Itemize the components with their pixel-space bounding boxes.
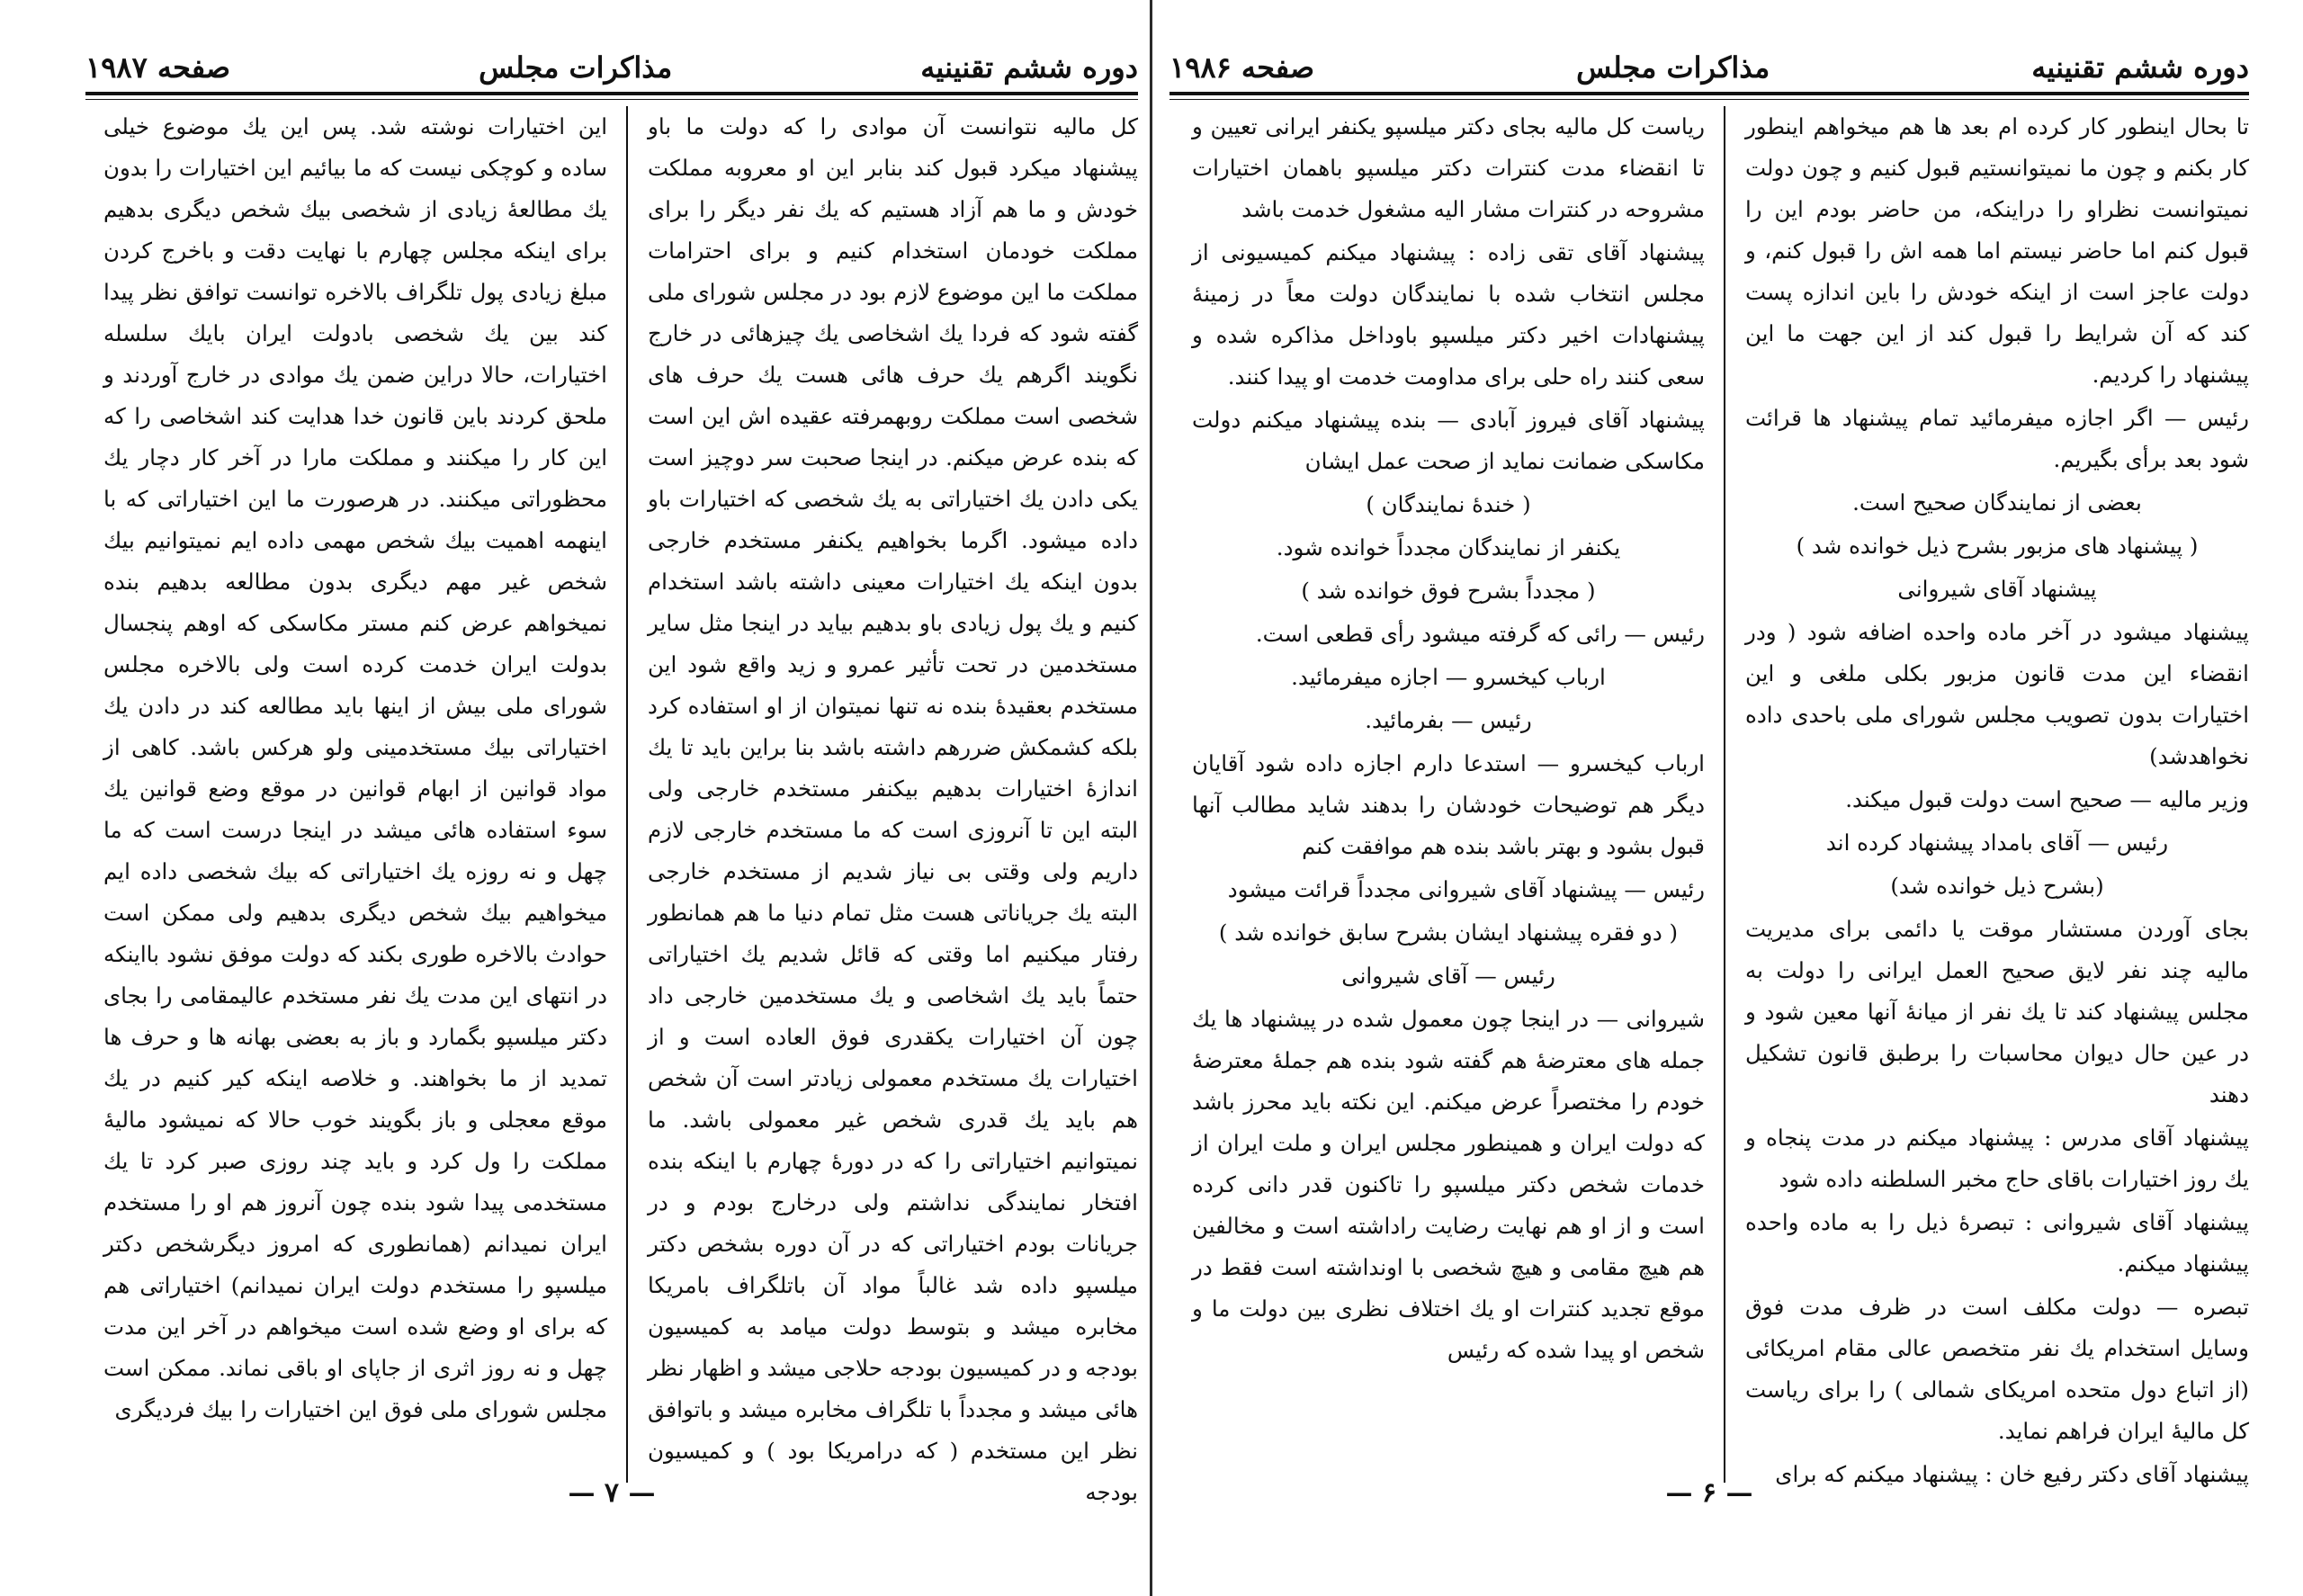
paragraph: رئیس — بفرمائید. <box>1365 707 1532 733</box>
right-page-title: مذاکرات مجلس <box>1576 50 1770 85</box>
paragraph: پیشنهاد آقای شیروانی : تبصرهٔ ذیل را به ماده واحده پیشنهاد میکنم. <box>1745 1209 2249 1277</box>
right-page <box>1169 0 2249 1596</box>
paragraph: پیشنهاد آقای دکتر رفیع خان : پیشنهاد میکنم که برای <box>1775 1461 2249 1487</box>
paragraph: رئیس — آقای شیروانی <box>1341 963 1555 989</box>
column-divider <box>626 106 628 1483</box>
right-page-right-column <box>1745 106 2249 1487</box>
left-page-session: دوره ششم تقنینیه <box>920 50 1138 85</box>
book-gutter <box>1150 0 1152 1596</box>
right-page-left-column <box>1192 106 1705 1474</box>
paragraph: ( مجدداً بشرح فوق خوانده شد ) <box>1301 578 1596 604</box>
paragraph: رئیس — اگر اجازه میفرمائید تمام پیشنهاد ها قرائت شود بعد برأی بگیریم. <box>1745 405 2249 472</box>
right-page-header <box>1169 47 2249 88</box>
header-rule <box>85 92 1138 95</box>
paragraph: تبصره — دولت مکلف است در ظرف مدت فوق وسایل استخدام یك نفر متخصص عالی مقام امریکائی (از اتباع دول متحده امریکای شمالی ) را برای ریاست کل مالیهٔ ایران فراهم نماید. <box>1745 1294 2249 1444</box>
paragraph: تا بحال اینطور کار کرده ام بعد ها هم میخواهم اینطور کار بکنم و چون ما نمیتوانستیم قبول کنیم و چون دولت نمیتوانست نظراو را دراینکه، من حاضر بودم این را قبول کنم اما حاضر نیستم اما همه اش را قبول کنم، و دولت عاجز است از اینکه خودش را باین اندازه پست کند که آن شرایط را قبول کند از این جهت ما این پیشنهاد را کردیم. <box>1745 113 2249 388</box>
right-page-session: دوره ششم تقنینیه <box>2031 50 2249 85</box>
left-page-right-column <box>648 106 1138 1505</box>
paragraph: ریاست کل مالیه بجای دکتر میلسپو یکنفر ایرانی تعیین و تا انقضاء مدت کنترات دکتر میلسپو باهمان اختیارات مشروحه در کنترات مشار الیه مشغول خدمت باشد <box>1192 113 1705 222</box>
header-rule-thin <box>85 99 1138 100</box>
paragraph: وزیر مالیه — صحیح است دولت قبول میکند. <box>1845 786 2249 812</box>
left-page-number: صفحه ۱۹۸۷ <box>85 50 231 85</box>
right-page-number: صفحه ۱۹۸۶ <box>1169 50 1315 85</box>
header-rule <box>1169 92 2249 95</box>
column-divider <box>1724 106 1725 1483</box>
paragraph: بعضی از نمایندگان صحیح است. <box>1852 489 2142 516</box>
paragraph: ارباب کیخسرو — اجازه میفرمائید. <box>1291 664 1606 690</box>
paragraph: کل مالیه نتوانست آن موادی را که دولت ما باو پیشنهاد میکرد قبول کند بنابر این او معروبه مملکت خودش و ما هم آزاد هستیم که یك نفر دیگر را برای مملکت خودمان استخدام کنیم و برای احترامات مملکت ما این موضوع لازم بود در مجلس شورای ملی گفته شود که فردا یك اشخاصی یك چیزهائی در خارج نگویند اگرهم یك حرف هائی هست یك حرف های شخصی است مملکت روبهمرفته عقیده اش این است که بنده عرض میکنم. در اینجا صحبت سر دوچیز است یکی دادن یك اختیاراتی به یك شخصی که اختیارات باو داده میشود. اگرما بخواهیم یکنفر مستخدم خارجی بدون اینکه یك اختیارات معینی داشته باشد استخدام کنیم و یك پول زیادی باو بدهیم بیاید در اینجا مثل سایر مستخدمین در تحت تأثیر عمرو و زید واقع شود این مستخدم بعقیدهٔ بنده نه تنها نمیتوان از او استفاده کرد بلکه کشمکش ضررهم داشته باشد بنا براین باید تا یك اندازهٔ اختیارات بدهیم بیکنفر مستخدم خارجی ولی البته این تا آنروزی است که ما مستخدم خارجی لازم داریم ولی وقتی بی نیاز شدیم از مستخدم خارجی البته یك جریاناتی هست مثل تمام دنیا ما هم همانطور رفتار میکنیم اما وقتی که قائل شدیم یك اختیاراتی حتماً باید یك اشخاصی و یك مستخدمین خارجی داد چون آن اختیارات یکقدری فوق العاده است و از اختیارات یك مستخدم معمولی زیادتر است آن شخص هم باید یك قدری شخص غیر معمولی باشد. ما نمیتوانیم اختیاراتی را که در دورهٔ چهارم با اینکه بنده افتخار نمایندگی نداشتم ولی درخارج بودم و در جریانات بودم اختیاراتی که در آن دوره بشخص دکتر میلسپو داده شد غالباً مواد آن باتلگراف بامریکا مخابره میشد و بتوسط دولت میامد به کمیسیون بودجه و در کمیسیون بودجه حلاجی میشد و اظهار نظر هائی میشد و مجدداً با تلگراف مخابره میشد و باتوافق نظر این مستخدم ( که درامریکا بود ) و کمیسیون بودجه <box>648 113 1138 1505</box>
paragraph: این اختیارات نوشته شد. پس این یك موضوع خیلی ساده و کوچکی نیست که ما بیائیم این اختیارات را بدون یك مطالعهٔ زیادی از شخصی بیك شخص دیگری بدهیم برای اینکه مجلس چهارم با نهایت دقت و باخرج کردن مبلغ زیادی پول تلگراف بالاخره توانست توافق نظر پیدا کند بین یك شخصی بادولت ایران بایك سلسله اختیارات، حالا دراین ضمن یك موادی در خارج آوردند و ملحق کردند باین قانون خدا هدایت کند اشخاصی را که این کار را میکنند و مملکت مارا در آخر کار دچار یك محظوراتی میکنند. در هرصورت ما این اختیاراتی که با اینهمه اهمیت بیك شخص مهمی داده ایم نمیتوانیم بیك شخص غیر مهم دیگری بدون مطالعه بدهیم بنده نمیخواهم عرض کنم مستر مکاسکی که اوهم پنجسال بدولت ایران خدمت کرده است ولی بالاخره مجلس شورای ملی بیش از اینها باید مطالعه کند در دادن یك اختیاراتی بیك مستخدمینی ولو هرکس باشد. کاهی از مواد قوانین از ابهام قوانین در موقع وضع قوانین یك سوء استفاده هائی میشد در اینجا درست است که ما چهل و نه روزه یك اختیاراتی که بیك شخصی داده ایم میخواهیم بیك شخص دیگری بدهیم ولی ممکن است حوادث بالاخره طوری بکند که دولت موفق نشود بااینکه در انتهای این مدت یك نفر مستخدم عالیمقامی را بجای دکتر میلسپو بگمارد و باز به بعضی بهانه ها و حرف ها تمدید از ما بخواهند. و خلاصه اینکه کیر کنیم در یك موقع معجلی و باز بگویند خوب حالا که نمیشود مالیهٔ مملکت را ول کرد و باید چند روزی صبر کرد تا یك مستخدمی پیدا شود بنده چون آنروز هم او را مستخدم ایران نمیدانم (همانطوری که امروز دیگرشخص دکتر میلسپو را مستخدم دولت ایران نمیدانم) اختیاراتی هم که برای او وضع شده است میخواهم در آخر این مدت چهل و نه روز اثری از جاپای او باقی نماند. ممکن است مجلس شورای ملی فوق این اختیارات را بیك فردیگری <box>103 113 608 1422</box>
paragraph: یکنفر از نمایندگان مجدداً خوانده شود. <box>1276 534 1621 560</box>
paragraph: ( خندهٔ نمایندگان ) <box>1366 491 1531 517</box>
left-page-left-column <box>103 106 607 1474</box>
paragraph: پیشنهاد میشود در آخر ماده واحده اضافه شود ( ودر انقضاء این مدت قانون مزبور بکلی ملغی و این اختیارات بدون تصویب مجلس شورای ملی باحدی داده نخواهدشد) <box>1745 619 2249 769</box>
paragraph: بجای آوردن مستشار موقت یا دائمی برای مدیریت مالیه چند نفر لایق صحیح العمل ایرانی را دولت به مجلس پیشنهاد کند تا یك نفر از میانهٔ آنها معین شود و در عین حال دیوان محاسبات را برطبق قانون تشکیل دهند <box>1745 916 2249 1107</box>
paragraph: ( پیشنهاد های مزبور بشرح ذیل خوانده شد ) <box>1796 533 2199 559</box>
paragraph: رئیس — رائی که گرفته میشود رأی قطعی است. <box>1255 621 1705 647</box>
paragraph: پیشنهاد آقای مدرس : پیشنهاد میکنم در مدت پنجاه و یك روز اختیارات باقای حاج مخبر السلطنه داده شود <box>1745 1125 2249 1192</box>
paragraph: رئیس — پیشنهاد آقای شیروانی مجدداً قرائت میشود <box>1227 876 1705 902</box>
paragraph: پیشنهاد آقای تقی زاده : پیشنهاد میکنم کمیسیونی از مجلس انتخاب شده با نمایندگان دولت معاً در زمینهٔ پیشنهادات اخیر دکتر میلسپو باوداخل مذاکره شده و سعی کنند راه حلی برای مداومت خدمت او پیدا کنند. <box>1192 239 1705 390</box>
paragraph: ( دو فقره پیشنهاد ایشان بشرح سابق خوانده شد ) <box>1218 919 1679 946</box>
paragraph: پیشنهاد آقای فیروز آبادی — بنده پیشنهاد میکنم دولت مکاسکی ضمانت نماید از صحت عمل ایشان <box>1192 407 1705 474</box>
left-page <box>85 0 1138 1596</box>
header-rule-thin <box>1169 99 2249 100</box>
left-page-title: مذاکرات مجلس <box>479 50 673 85</box>
left-page-footer: — ۷ — <box>568 1477 656 1509</box>
right-page-footer: — ۶ — <box>1665 1477 1753 1509</box>
left-page-header <box>85 47 1138 88</box>
paragraph: رئیس — آقای بامداد پیشنهاد کرده اند <box>1825 829 2169 856</box>
paragraph: پیشنهاد آقای شیروانی <box>1897 576 2097 602</box>
paragraph: (بشرح ذیل خوانده شد) <box>1890 873 2104 899</box>
paragraph: شیروانی — در اینجا چون معمول شده در پیشنهاد ها یك جمله های معترضهٔ هم گفته شود بنده هم جملهٔ معترضهٔ خودم را مختصراً عرض میکنم. این نکته باید محرز باشد که دولت ایران و همینطور مجلس ایران و ملت ایران از خدمات شخص دکتر میلسپو را تاکنون قدر دانی کرده است و از او هم نهایت رضایت راداشته است و مخالفین هم هیچ مقامی و هیچ شخصی با اونداشته است فقط در موقع تجدید کنترات او یك اختلاف نظری بین دولت ما و شخص او پیدا شده که رئیس <box>1192 1006 1705 1363</box>
paragraph: ارباب کیخسرو — استدعا دارم اجازه داده شود آقایان دیگر هم توضیحات خودشان را بدهند شاید مطالب آنها قبول بشود و بهتر باشد بنده هم موافقت کنم <box>1192 750 1705 859</box>
